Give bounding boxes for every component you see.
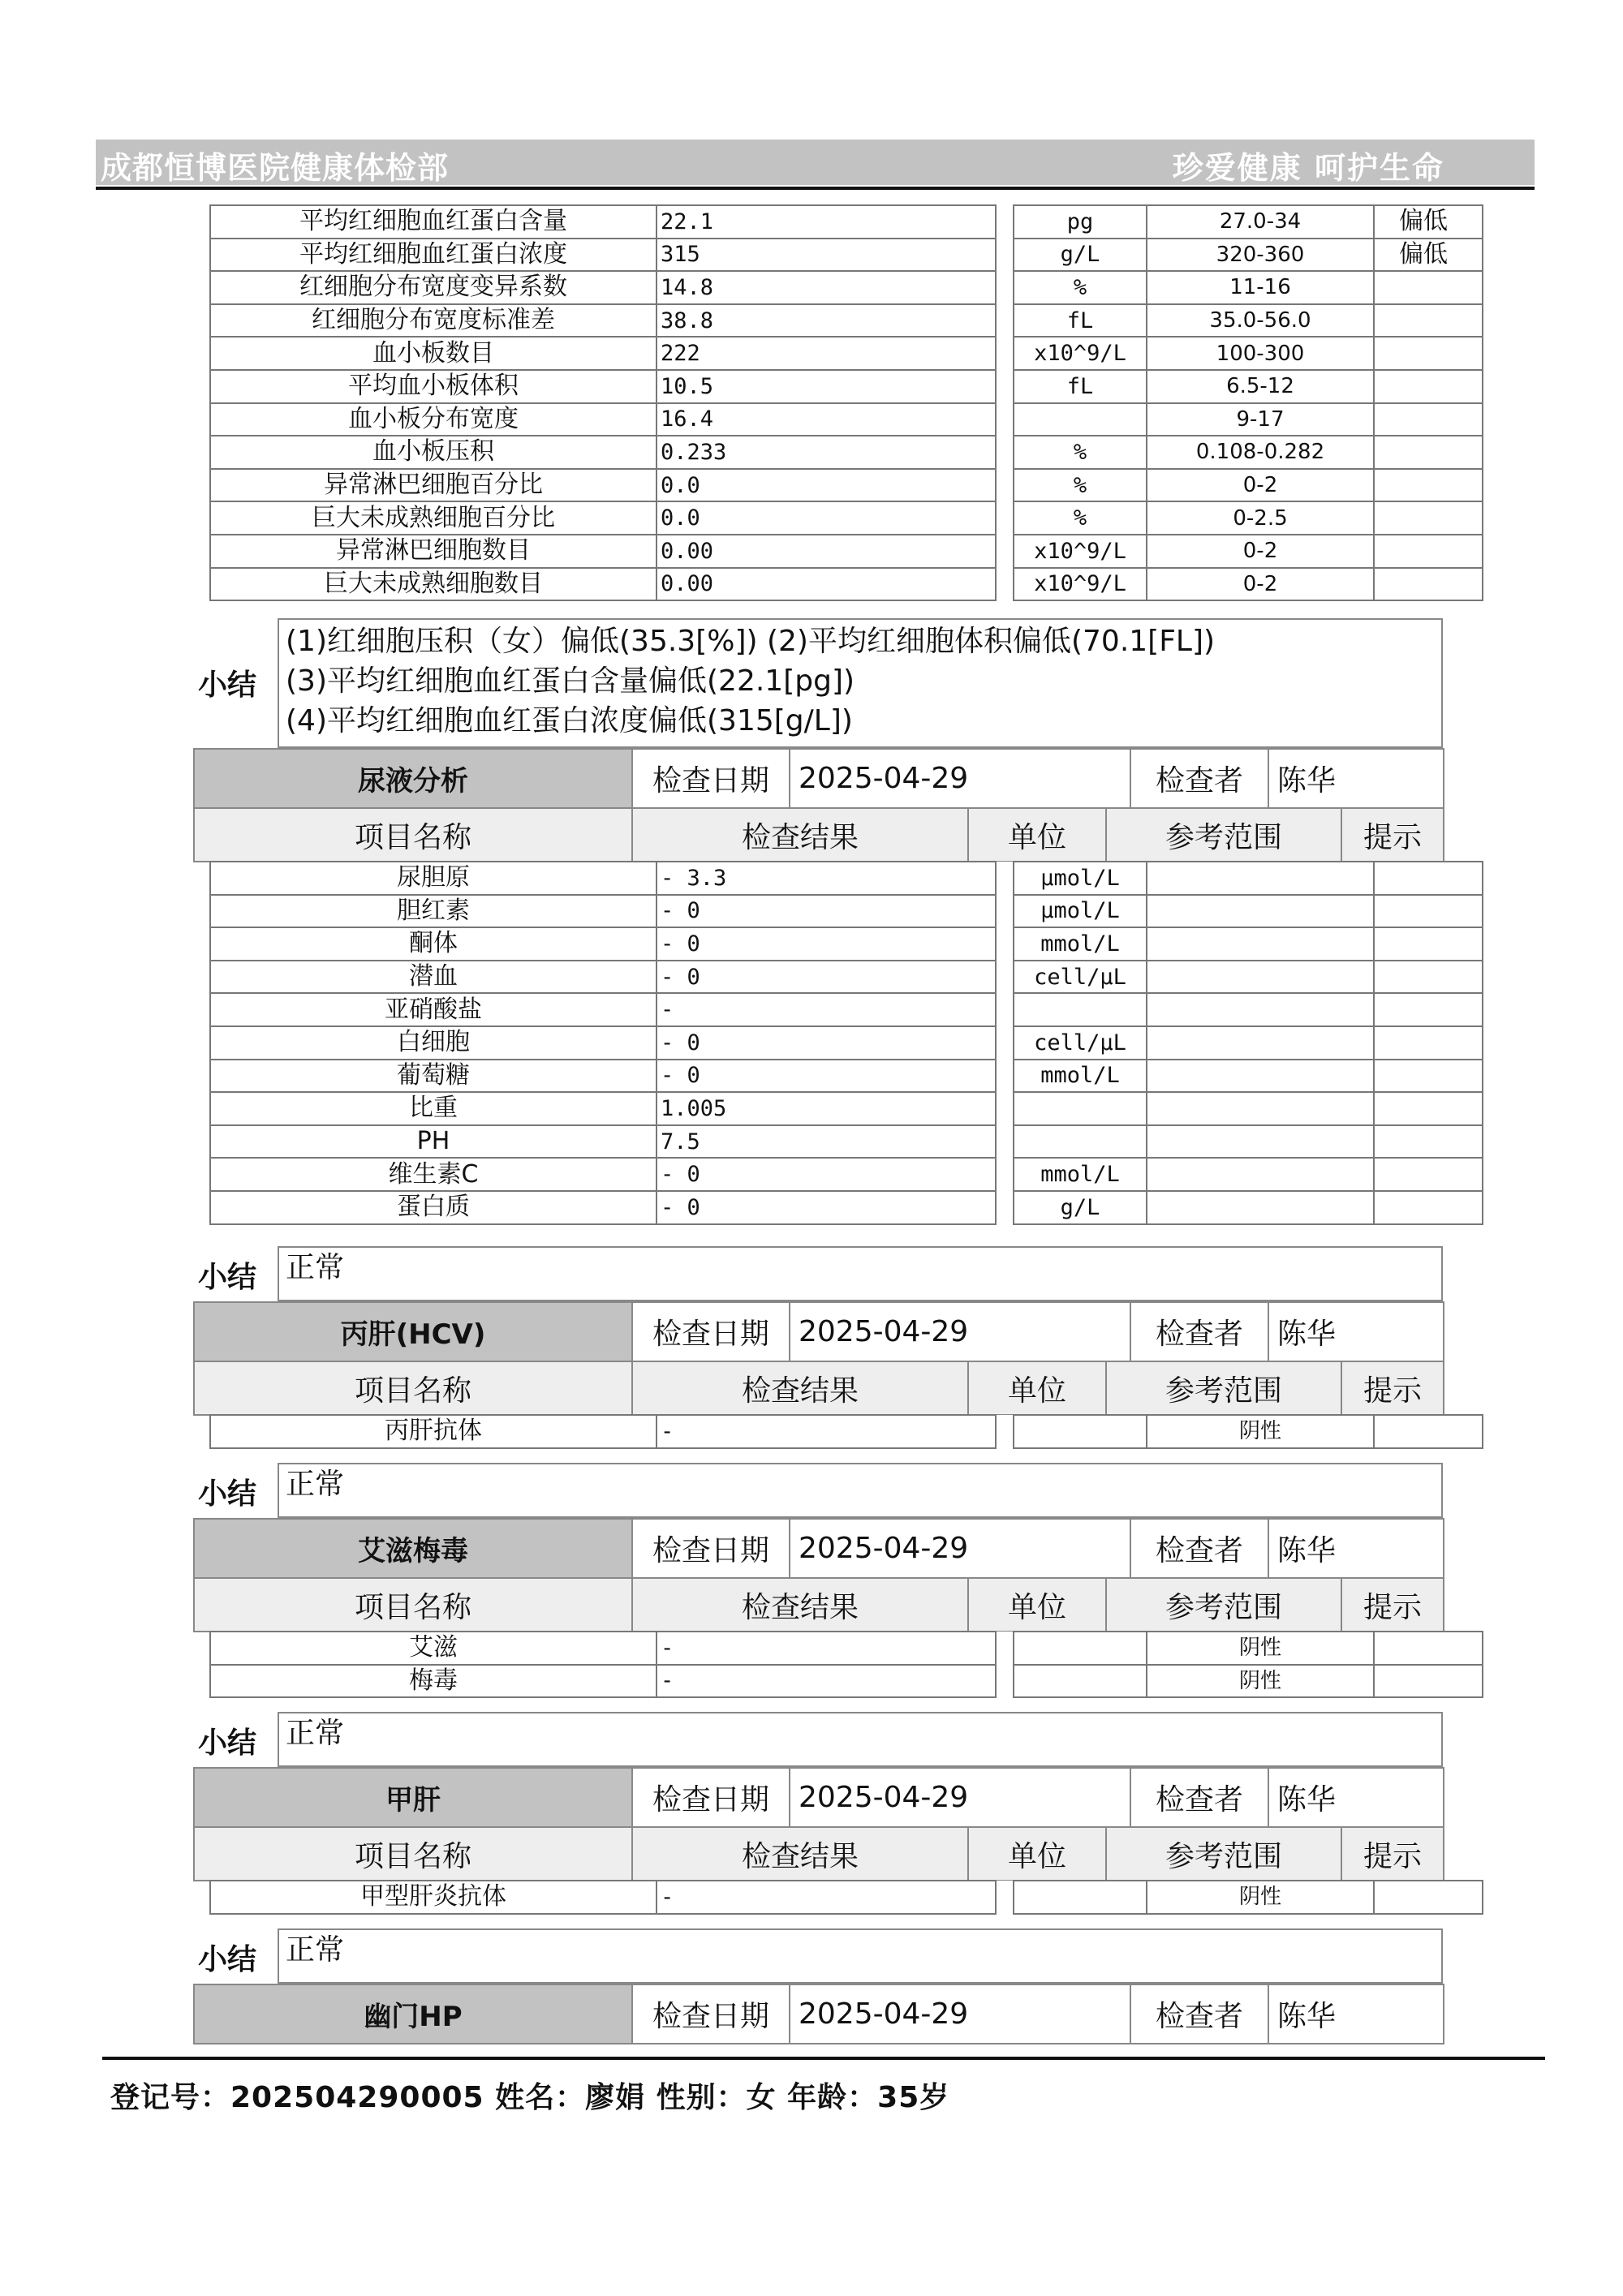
item-unit: % (1014, 501, 1147, 535)
table-row (210, 1632, 1483, 1665)
exam-date: 2025-04-29 (790, 1984, 1130, 2044)
col-hint: 提示 (1341, 1361, 1444, 1415)
item-flag (1374, 1665, 1483, 1698)
section-name: 丙肝(HCV) (194, 1302, 632, 1361)
item-result: - 0 (657, 895, 996, 928)
col-range: 参考范围 (1106, 808, 1341, 862)
item-result: 0.00 (657, 568, 996, 601)
item-range (1147, 1092, 1374, 1125)
item-flag (1374, 1125, 1483, 1159)
urine-summary-box: 正常 (278, 1246, 1443, 1301)
table-row (210, 568, 1483, 601)
col-result: 检查结果 (632, 1578, 968, 1632)
item-result: - (657, 1881, 996, 1914)
examiner-label: 检查者 (1130, 749, 1268, 808)
table-row (210, 1158, 1483, 1191)
column-gap (996, 1026, 1014, 1060)
col-item-name: 项目名称 (194, 808, 632, 862)
blood-summary-line-1: (1)红细胞压积（女）偏低(35.3[%]) (2)平均红细胞体积偏低(70.1[FL]) (286, 625, 1216, 658)
item-flag (1374, 1158, 1483, 1191)
examiner-label: 检查者 (1130, 1984, 1268, 2044)
item-flag (1374, 1060, 1483, 1093)
item-result: - (657, 993, 996, 1026)
examiner-label: 检查者 (1130, 1302, 1268, 1361)
item-result: 10.5 (657, 370, 996, 403)
column-gap (996, 271, 1014, 304)
column-gap (996, 370, 1014, 403)
item-unit: mmol/L (1014, 1060, 1147, 1093)
col-result: 检查结果 (632, 1361, 968, 1415)
exam-date: 2025-04-29 (790, 1519, 1130, 1578)
item-range (1147, 993, 1374, 1026)
section-header-hp (193, 1984, 1444, 2044)
item-range (1147, 1125, 1374, 1159)
item-range (1147, 1158, 1374, 1191)
exam-date: 2025-04-29 (790, 1302, 1130, 1361)
table-row (210, 993, 1483, 1026)
hcv-summary-box: 正常 (278, 1463, 1443, 1518)
date-label: 检查日期 (632, 1302, 790, 1361)
section-header-urine (193, 748, 1444, 809)
item-result: - 0 (657, 1060, 996, 1093)
item-result: - 3.3 (657, 862, 996, 895)
item-unit (1014, 1415, 1147, 1448)
item-result: - (657, 1415, 996, 1448)
item-name: PH (210, 1125, 657, 1159)
table-row (210, 239, 1483, 272)
item-result: 7.5 (657, 1125, 996, 1159)
examiner-label: 检查者 (1130, 1768, 1268, 1827)
urine-summary-label: 小结 (198, 1261, 257, 1294)
col-item-name: 项目名称 (194, 1578, 632, 1632)
item-flag (1374, 337, 1483, 370)
urine-results-table (209, 861, 1483, 1225)
column-gap (996, 403, 1014, 436)
item-name: 维生素C (210, 1158, 657, 1191)
section-name: 尿液分析 (194, 749, 632, 808)
item-result: 0.0 (657, 469, 996, 502)
item-name: 丙肝抗体 (210, 1415, 657, 1448)
item-range: 0-2.5 (1147, 501, 1374, 535)
item-unit: fL (1014, 370, 1147, 403)
item-unit: μmol/L (1014, 895, 1147, 928)
item-name: 亚硝酸盐 (210, 993, 657, 1026)
item-name: 异常淋巴细胞数目 (210, 535, 657, 568)
examiner-name: 陈华 (1268, 1519, 1444, 1578)
table-row (210, 862, 1483, 895)
item-flag: 偏低 (1374, 205, 1483, 239)
item-unit (1014, 1881, 1147, 1914)
item-name: 红细胞分布宽度标准差 (210, 304, 657, 338)
item-name: 葡萄糖 (210, 1060, 657, 1093)
item-unit (1014, 993, 1147, 1026)
item-range (1147, 1026, 1374, 1060)
examiner-name: 陈华 (1268, 1302, 1444, 1361)
blood-results-table (209, 204, 1483, 601)
item-unit: fL (1014, 304, 1147, 338)
item-flag (1374, 1026, 1483, 1060)
column-gap (996, 862, 1014, 895)
hiv-syphilis-summary-box: 正常 (278, 1712, 1443, 1767)
column-gap (996, 1158, 1014, 1191)
column-gap (996, 895, 1014, 928)
item-range: 0-2 (1147, 469, 1374, 502)
col-unit: 单位 (968, 808, 1106, 862)
column-gap (996, 205, 1014, 239)
column-gap (996, 337, 1014, 370)
col-hint: 提示 (1341, 808, 1444, 862)
item-range: 0-2 (1147, 535, 1374, 568)
table-row (210, 1026, 1483, 1060)
item-unit (1014, 1092, 1147, 1125)
item-result: - 0 (657, 1158, 996, 1191)
hav-summary-box: 正常 (278, 1928, 1443, 1984)
item-range (1147, 1060, 1374, 1093)
item-name: 比重 (210, 1092, 657, 1125)
item-flag: 偏低 (1374, 239, 1483, 272)
item-unit: x10^9/L (1014, 337, 1147, 370)
item-result: 222 (657, 337, 996, 370)
col-unit: 单位 (968, 1361, 1106, 1415)
item-name: 梅毒 (210, 1665, 657, 1698)
item-range: 阴性 (1147, 1632, 1374, 1665)
item-name: 血小板分布宽度 (210, 403, 657, 436)
section-header-hcv (193, 1301, 1444, 1362)
item-unit: g/L (1014, 239, 1147, 272)
item-range: 阴性 (1147, 1881, 1374, 1914)
table-row (210, 927, 1483, 961)
item-unit: mmol/L (1014, 927, 1147, 961)
item-range (1147, 961, 1374, 994)
table-row (210, 337, 1483, 370)
col-item-name: 项目名称 (194, 1361, 632, 1415)
column-gap (996, 239, 1014, 272)
table-row (210, 304, 1483, 338)
item-flag (1374, 568, 1483, 601)
section-name: 幽门HP (194, 1984, 632, 2044)
section-name: 甲肝 (194, 1768, 632, 1827)
item-result: 0.00 (657, 535, 996, 568)
item-flag (1374, 403, 1483, 436)
column-header-hiv-syphilis (193, 1577, 1444, 1632)
item-flag (1374, 271, 1483, 304)
item-range: 0.108-0.282 (1147, 436, 1374, 469)
item-result: - 0 (657, 1026, 996, 1060)
table-row (210, 1191, 1483, 1224)
column-header-urine (193, 807, 1444, 862)
item-flag (1374, 535, 1483, 568)
hav-results-table (209, 1880, 1483, 1915)
hcv-summary-label: 小结 (198, 1477, 257, 1511)
table-row (210, 1060, 1483, 1093)
column-gap (996, 1060, 1014, 1093)
column-gap (996, 1632, 1014, 1665)
item-unit: pg (1014, 205, 1147, 239)
item-result: 38.8 (657, 304, 996, 338)
item-flag (1374, 862, 1483, 895)
section-header-hiv-syphilis (193, 1518, 1444, 1579)
col-range: 参考范围 (1106, 1578, 1341, 1632)
item-name: 血小板数目 (210, 337, 657, 370)
column-gap (996, 501, 1014, 535)
item-range (1147, 895, 1374, 928)
examiner-label: 检查者 (1130, 1519, 1268, 1578)
col-result: 检查结果 (632, 1827, 968, 1881)
item-unit (1014, 1665, 1147, 1698)
exam-date: 2025-04-29 (790, 749, 1130, 808)
table-row (210, 1665, 1483, 1698)
date-label: 检查日期 (632, 1768, 790, 1827)
column-gap (996, 1665, 1014, 1698)
item-range: 11-16 (1147, 271, 1374, 304)
item-unit: mmol/L (1014, 1158, 1147, 1191)
column-gap (996, 1415, 1014, 1448)
item-flag (1374, 1632, 1483, 1665)
column-gap (996, 1191, 1014, 1224)
item-flag (1374, 1092, 1483, 1125)
column-gap (996, 568, 1014, 601)
blood-summary-box (278, 618, 1443, 748)
item-name: 红细胞分布宽度变异系数 (210, 271, 657, 304)
exam-date: 2025-04-29 (790, 1768, 1130, 1827)
table-row (210, 205, 1483, 239)
col-hint: 提示 (1341, 1827, 1444, 1881)
item-unit (1014, 1125, 1147, 1159)
item-range: 320-360 (1147, 239, 1374, 272)
col-range: 参考范围 (1106, 1361, 1341, 1415)
item-name: 平均红细胞血红蛋白浓度 (210, 239, 657, 272)
item-result: 1.005 (657, 1092, 996, 1125)
item-unit: % (1014, 271, 1147, 304)
item-result: 0.233 (657, 436, 996, 469)
item-result: 315 (657, 239, 996, 272)
item-name: 蛋白质 (210, 1191, 657, 1224)
item-name: 尿胆原 (210, 862, 657, 895)
item-name: 平均血小板体积 (210, 370, 657, 403)
item-flag (1374, 1415, 1483, 1448)
item-range: 0-2 (1147, 568, 1374, 601)
item-flag (1374, 961, 1483, 994)
table-row (210, 436, 1483, 469)
item-name: 平均红细胞血红蛋白含量 (210, 205, 657, 239)
item-range (1147, 862, 1374, 895)
item-unit: cell/μL (1014, 961, 1147, 994)
item-unit: cell/μL (1014, 1026, 1147, 1060)
col-range: 参考范围 (1106, 1827, 1341, 1881)
item-flag (1374, 304, 1483, 338)
item-flag (1374, 1881, 1483, 1914)
item-range: 27.0-34 (1147, 205, 1374, 239)
hcv-results-table (209, 1414, 1483, 1449)
item-result: - 0 (657, 927, 996, 961)
item-range: 9-17 (1147, 403, 1374, 436)
hav-summary-label: 小结 (198, 1943, 257, 1976)
section-header-hav (193, 1767, 1444, 1828)
item-name: 潜血 (210, 961, 657, 994)
table-row (210, 1881, 1483, 1914)
column-header-hav (193, 1826, 1444, 1881)
column-gap (996, 961, 1014, 994)
item-result: - 0 (657, 1191, 996, 1224)
col-item-name: 项目名称 (194, 1827, 632, 1881)
item-result: 0.0 (657, 501, 996, 535)
column-gap (996, 469, 1014, 502)
date-label: 检查日期 (632, 1984, 790, 2044)
item-unit (1014, 1632, 1147, 1665)
hospital-slogan: 珍爱健康 呵护生命 (1172, 150, 1444, 186)
item-range: 100-300 (1147, 337, 1374, 370)
examiner-name: 陈华 (1268, 1984, 1444, 2044)
examiner-name: 陈华 (1268, 749, 1444, 808)
item-range (1147, 1191, 1374, 1224)
item-unit: g/L (1014, 1191, 1147, 1224)
table-row (210, 469, 1483, 502)
footer-divider (102, 2057, 1545, 2060)
blood-summary-line-2: (3)平均红细胞血红蛋白含量偏低(22.1[pg]) (286, 664, 855, 698)
table-row (210, 271, 1483, 304)
hiv-syphilis-summary-label: 小结 (198, 1726, 257, 1760)
col-result: 检查结果 (632, 808, 968, 862)
item-name: 巨大未成熟细胞数目 (210, 568, 657, 601)
table-row (210, 961, 1483, 994)
item-name: 艾滋 (210, 1632, 657, 1665)
item-flag (1374, 1191, 1483, 1224)
table-row (210, 895, 1483, 928)
item-result: - 0 (657, 961, 996, 994)
col-unit: 单位 (968, 1827, 1106, 1881)
item-name: 巨大未成熟细胞百分比 (210, 501, 657, 535)
item-unit: x10^9/L (1014, 568, 1147, 601)
item-name: 白细胞 (210, 1026, 657, 1060)
item-flag (1374, 436, 1483, 469)
table-row (210, 1092, 1483, 1125)
col-unit: 单位 (968, 1578, 1106, 1632)
header-divider (96, 187, 1535, 190)
column-gap (996, 436, 1014, 469)
col-hint: 提示 (1341, 1578, 1444, 1632)
hiv-syphilis-results-table (209, 1631, 1483, 1698)
column-header-hcv (193, 1361, 1444, 1416)
table-row (210, 1415, 1483, 1448)
item-unit (1014, 403, 1147, 436)
hospital-title: 成都恒博医院健康体检部 (101, 150, 450, 186)
item-result: - (657, 1632, 996, 1665)
column-gap (996, 1881, 1014, 1914)
blood-summary-label: 小结 (198, 669, 257, 702)
item-flag (1374, 370, 1483, 403)
column-gap (996, 1092, 1014, 1125)
item-flag (1374, 993, 1483, 1026)
column-gap (996, 535, 1014, 568)
item-unit: % (1014, 436, 1147, 469)
date-label: 检查日期 (632, 1519, 790, 1578)
item-flag (1374, 895, 1483, 928)
item-result: 22.1 (657, 205, 996, 239)
item-flag (1374, 927, 1483, 961)
item-range (1147, 927, 1374, 961)
date-label: 检查日期 (632, 749, 790, 808)
table-row (210, 370, 1483, 403)
patient-info: 登记号：202504290005 姓名：廖娟 性别：女 年龄：35岁 (110, 2081, 950, 2114)
table-row (210, 403, 1483, 436)
blood-summary-line-3: (4)平均红细胞血红蛋白浓度偏低(315[g/L]) (286, 704, 853, 737)
item-result: - (657, 1665, 996, 1698)
item-unit: μmol/L (1014, 862, 1147, 895)
item-unit: % (1014, 469, 1147, 502)
column-gap (996, 1125, 1014, 1159)
item-flag (1374, 501, 1483, 535)
item-result: 16.4 (657, 403, 996, 436)
table-row (210, 1125, 1483, 1159)
item-range: 6.5-12 (1147, 370, 1374, 403)
item-range: 阴性 (1147, 1415, 1374, 1448)
item-name: 甲型肝炎抗体 (210, 1881, 657, 1914)
item-range: 阴性 (1147, 1665, 1374, 1698)
item-name: 血小板压积 (210, 436, 657, 469)
item-flag (1374, 469, 1483, 502)
table-row (210, 501, 1483, 535)
table-row (210, 535, 1483, 568)
item-name: 胆红素 (210, 895, 657, 928)
column-gap (996, 304, 1014, 338)
column-gap (996, 927, 1014, 961)
examiner-name: 陈华 (1268, 1768, 1444, 1827)
item-range: 35.0-56.0 (1147, 304, 1374, 338)
column-gap (996, 993, 1014, 1026)
section-name: 艾滋梅毒 (194, 1519, 632, 1578)
item-unit: x10^9/L (1014, 535, 1147, 568)
item-result: 14.8 (657, 271, 996, 304)
item-name: 异常淋巴细胞百分比 (210, 469, 657, 502)
item-name: 酮体 (210, 927, 657, 961)
